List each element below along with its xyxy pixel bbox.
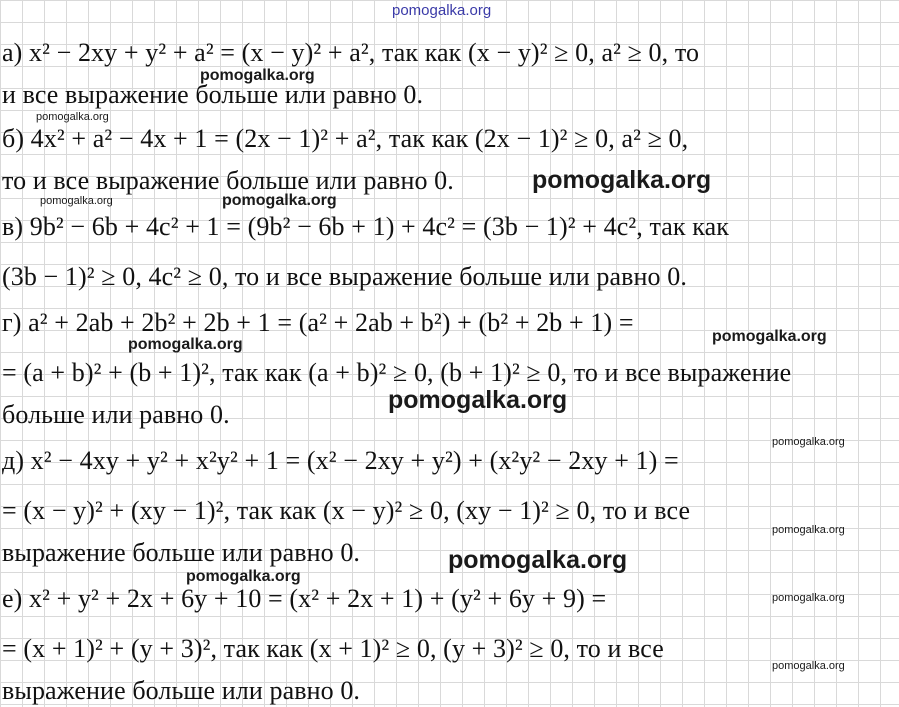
line-d-conclusion: выражение больше или равно 0. bbox=[2, 538, 361, 567]
line-e-conclusion: выражение больше или равно 0. bbox=[2, 676, 361, 705]
line-d-equation: д) x² − 4xy + y² + x²y² + 1 = (x² − 2xy + y²) + (x²y² − 2xy + 1) = bbox=[2, 446, 679, 475]
line-g-equation: г) a² + 2ab + 2b² + 2b + 1 = (a² + 2ab + b²) + (b² + 2b + 1) = bbox=[2, 308, 634, 337]
watermark: pomogalka.org bbox=[222, 192, 337, 209]
line-g-conclusion: больше или равно 0. bbox=[2, 400, 230, 429]
watermark: pomogalka.org bbox=[448, 546, 628, 574]
watermark: pomogalka.org bbox=[772, 436, 845, 448]
line-g-equation-cont: = (a + b)² + (b + 1)², так как (a + b)² ≥ 0, (b + 1)² ≥ 0, то и все выражение bbox=[2, 358, 792, 387]
line-a-equation: а) x² − 2xy + y² + a² = (x − y)² + a², так как (x − y)² ≥ 0, a² ≥ 0, то bbox=[2, 38, 700, 67]
watermark: pomogalka.org bbox=[36, 111, 109, 123]
watermark: pomogalka.org bbox=[392, 2, 492, 19]
line-v-equation: в) 9b² − 6b + 4c² + 1 = (9b² − 6b + 1) + 4c² = (3b − 1)² + 4c², так как bbox=[2, 212, 729, 241]
line-b-equation: б) 4x² + a² − 4x + 1 = (2x − 1)² + a², так как (2x − 1)² ≥ 0, a² ≥ 0, bbox=[2, 124, 689, 153]
line-e-equation-cont: = (x + 1)² + (y + 3)², так как (x + 1)² ≥ 0, (y + 3)² ≥ 0, то и все bbox=[2, 634, 664, 663]
line-v-conclusion: (3b − 1)² ≥ 0, 4c² ≥ 0, то и все выражение больше или равно 0. bbox=[2, 262, 687, 291]
line-d-equation-cont: = (x − y)² + (xy − 1)², так как (x − y)² ≥ 0, (xy − 1)² ≥ 0, то и все bbox=[2, 496, 691, 525]
watermark: pomogalka.org bbox=[128, 336, 243, 353]
watermark: pomogalka.org bbox=[772, 524, 845, 536]
watermark: pomogalka.org bbox=[200, 67, 315, 84]
line-e-equation: е) x² + y² + 2x + 6y + 10 = (x² + 2x + 1) + (y² + 6y + 9) = bbox=[2, 584, 607, 613]
line-b-conclusion: то и все выражение больше или равно 0. bbox=[2, 166, 454, 195]
watermark: pomogalka.org bbox=[186, 568, 301, 585]
line-a-conclusion: и все выражение больше или равно 0. bbox=[2, 80, 424, 109]
watermark: pomogalka.org bbox=[772, 592, 845, 604]
watermark: pomogalka.org bbox=[712, 328, 827, 345]
watermark: pomogalka.org bbox=[532, 166, 712, 194]
watermark: pomogalka.org bbox=[388, 386, 568, 414]
watermark: pomogalka.org bbox=[40, 195, 113, 207]
watermark: pomogalka.org bbox=[772, 660, 845, 672]
